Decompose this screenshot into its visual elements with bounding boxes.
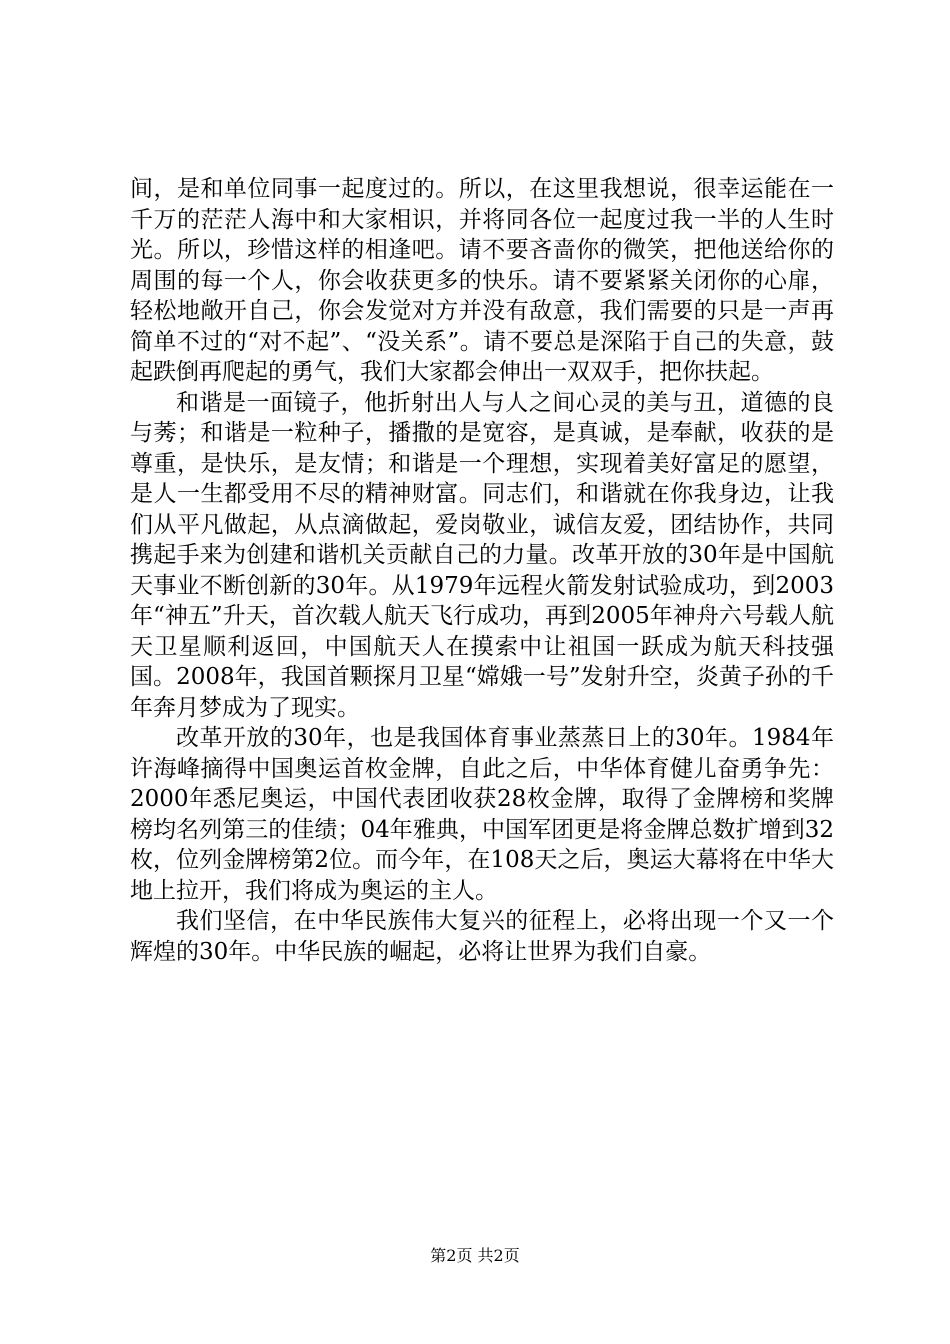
page-footer: 第2页 共2页 (430, 1246, 520, 1265)
paragraph-sports: 改革开放的30年，也是我国体育事业蒸蒸日上的30年。1984年许海峰摘得中国奥运首枚金牌，自此之后，中华体育健儿奋勇争先：2000年悉尼奥运，中国代表团收获28枚金牌，取得了金牌榜和奖牌榜均名列第三的佳绩；04年雅典，中国军团更是将金牌总数扩增到32枚，位列金牌榜第2位。而今年，在108天之后，奥运大幕将在中华大地上拉开，我们将成为奥运的主人。 (130, 725, 834, 904)
paragraph-harmony: 和谐是一面镜子，他折射出人与人之间心灵的美与丑，道德的良与莠；和谐是一粒种子，播撒的是宽容，是真诚，是奉献，收获的是尊重，是快乐，是友情；和谐是一个理想，实现着美好富足的愿望，是人一生都受用不尽的精神财富。同志们，和谐就在你我身边，让我们从平凡做起，从点滴做起，爱岗敬业，诚信友爱，团结协作，共同携起手来为创建和谐机关贡献自己的力量。改革开放的30年是中国航天事业不断创新的30年。从1979年远程火箭发射试验成功，到2003年“神五”升天，首次载人航天飞行成功，再到2005年神舟六号载人航天卫星顺利返回，中国航天人在摸索中让祖国一跃成为航天科技强国。2008年，我国首颗探月卫星“嫦娥一号”发射升空，炎黄子孙的千年奔月梦成为了现实。 (130, 389, 834, 721)
paragraph-conclusion: 我们坚信，在中华民族伟大复兴的征程上，必将出现一个又一个辉煌的30年。中华民族的崛起，必将让世界为我们自豪。 (130, 908, 834, 965)
paragraph-continuation: 间，是和单位同事一起度过的。所以，在这里我想说，很幸运能在一千万的茫茫人海中和大家相识，并将同各位一起度过我一半的人生时光。所以，珍惜这样的相逢吧。请不要吝啬你的微笑，把他送给你的周围的每一个人，你会收获更多的快乐。请不要紧紧关闭你的心扉，轻松地敞开自己，你会发觉对方并没有敌意，我们需要的只是一声再简单不过的“对不起”、“没关系”。请不要总是深陷于自己的失意，鼓起跌倒再爬起的勇气，我们大家都会伸出一双双手，把你扶起。 (130, 176, 834, 385)
document-body (130, 174, 834, 967)
